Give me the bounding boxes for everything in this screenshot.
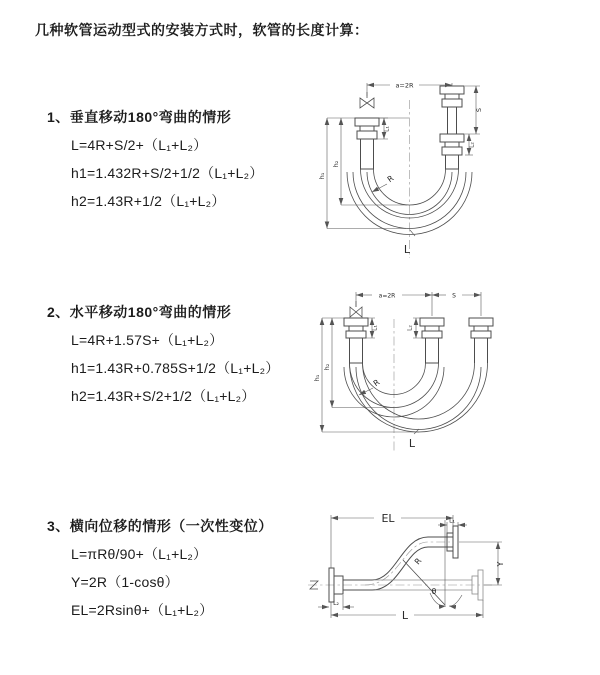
dimension-span <box>367 82 452 97</box>
dim-label-end-top: L₁ <box>449 517 455 525</box>
dimension-span <box>356 292 481 316</box>
section-2-heading: 2、水平移动180°弯曲的情形 <box>47 304 232 320</box>
fixed-end-fitting <box>355 118 379 139</box>
dim-label-radius: R <box>412 556 424 567</box>
dimension-moving-end <box>407 318 426 338</box>
section-1-formula-h1: h1=1.432R+S/2+1/2（L₁+L₂） <box>71 165 264 181</box>
length-tick <box>410 230 415 236</box>
dim-label-height-inner: h₂ <box>332 160 340 168</box>
section-3-heading: 3、横向位移的情形（一次性变位） <box>47 518 273 534</box>
dim-label-offset: Y <box>496 561 505 567</box>
fixed-end-fitting <box>344 318 368 338</box>
section-2-formula-h1: h1=1.43R+0.785S+1/2（L₁+L₂） <box>71 360 280 376</box>
moving-end-tube <box>475 338 488 363</box>
moving-end-fitting-position1 <box>420 318 444 338</box>
dim-label-height-outer: h₁ <box>318 172 326 180</box>
dim-label-radius: R <box>385 173 396 185</box>
page-title: 几种软管运动型式的安装方式时，软管的长度计算： <box>35 22 369 38</box>
dim-label-radius: R <box>371 377 382 389</box>
dim-label-length: L <box>408 437 416 450</box>
dimension-length <box>331 600 483 622</box>
dim-label-moving-end: L₂ <box>406 325 414 331</box>
diagram-2-horizontal-u-bend <box>314 283 596 475</box>
section-1-heading: 1、垂直移动180°弯曲的情形 <box>47 109 232 125</box>
dim-label-length: L <box>401 609 409 622</box>
dimension-end-left <box>318 595 354 610</box>
braided-hose-section-left <box>361 139 374 169</box>
dimension-fixed-end <box>363 318 379 338</box>
braided-hose-section-left <box>350 338 363 363</box>
dimension-height-outer <box>318 118 406 229</box>
dim-label-span: a=2R <box>378 292 396 300</box>
dim-label-length: L <box>403 243 411 256</box>
section-2-formula-L: L=4R+1.57S+（L₁+L₂） <box>71 332 224 348</box>
diagram-1-vertical-u-bend <box>314 72 596 264</box>
dim-label-stroke: S <box>475 107 483 113</box>
dim-label-height-outer: h₁ <box>313 374 321 382</box>
dimension-extended-length <box>331 512 453 568</box>
diagram-3-lateral-displacement <box>300 500 600 652</box>
radius-callout <box>372 173 396 192</box>
moving-end-tube <box>448 107 457 134</box>
dim-label-moving-end: L₂ <box>468 142 476 148</box>
radius-diagonal <box>403 560 445 605</box>
dimension-moving-end <box>465 134 476 155</box>
dim-label-end-left: L₂ <box>333 600 339 607</box>
dim-label-height-inner: h₂ <box>323 363 331 371</box>
section-2-formula-h2: h2=1.43R+S/2+1/2（L₁+L₂） <box>71 388 256 404</box>
dim-label-fixed-end: L₁ <box>383 126 391 132</box>
dimension-stroke <box>432 293 481 300</box>
dimension-offset <box>459 542 505 585</box>
dim-label-stroke: S <box>452 292 456 300</box>
moving-end-fitting-lower <box>440 134 464 155</box>
section-3-formula-EL: EL=2Rsinθ+（L₁+L₂） <box>71 602 214 618</box>
moving-end-fitting-upper <box>440 86 464 107</box>
dim-label-angle: θ <box>431 587 437 596</box>
braided-hose-section-right <box>446 155 459 169</box>
dim-label-span: a=2R <box>395 81 414 90</box>
section-1-formula-h2: h2=1.43R+1/2（L₁+L₂） <box>71 193 226 209</box>
hose-u-bend-wide <box>350 363 488 432</box>
dim-label-fixed-end: L₁ <box>371 325 379 331</box>
section-3-formula-L: L=πRθ/90+（L₁+L₂） <box>71 546 208 562</box>
braided-hose-section-middle <box>426 338 439 363</box>
dim-label-extended-length: EL <box>381 512 395 525</box>
section-3-formula-Y: Y=2R（1-cosθ） <box>71 574 179 590</box>
s-curve-hose <box>372 537 453 590</box>
moving-end-fitting-position2 <box>469 318 493 338</box>
section-1-formula-L: L=4R+S/2+（L₁+L₂） <box>71 137 208 153</box>
dimension-stroke <box>465 86 483 134</box>
